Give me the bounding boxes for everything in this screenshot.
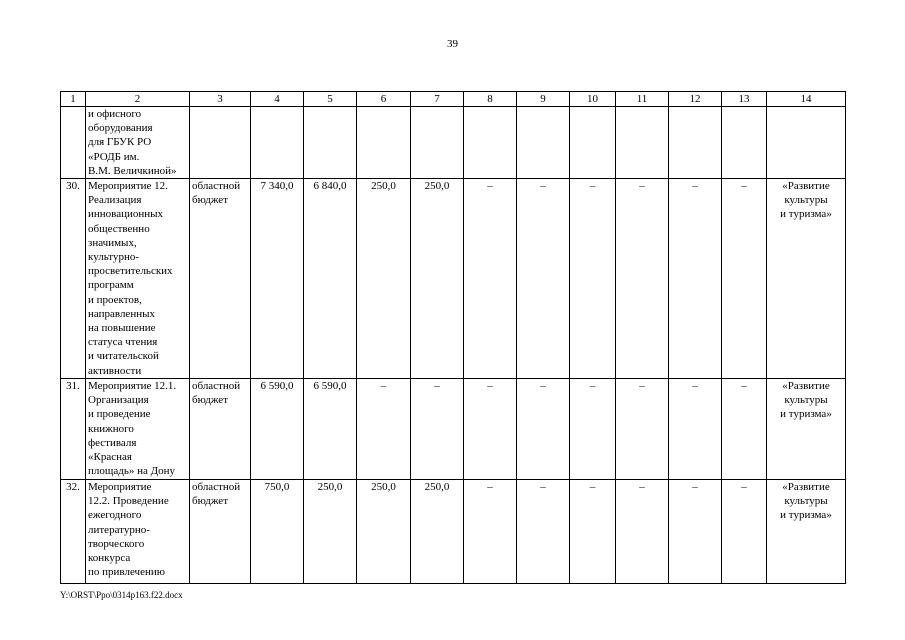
column-header: 9 <box>517 92 570 107</box>
column-header: 10 <box>570 92 616 107</box>
column-header: 4 <box>251 92 304 107</box>
row-number: 32. <box>61 480 86 584</box>
column-header: 5 <box>304 92 357 107</box>
value-cell <box>722 107 767 179</box>
funding-source: областной бюджет <box>190 179 251 379</box>
value-cell: – <box>722 480 767 584</box>
value-cell: 250,0 <box>411 480 464 584</box>
value-cell: 250,0 <box>304 480 357 584</box>
column-header: 6 <box>357 92 411 107</box>
column-header: 1 <box>61 92 86 107</box>
measure-name: Мероприятие 12. Реализация инновационных общественно значимых, культурно- просветительских программ и проектов, направленных на повышение статуса чтения и читательской активности <box>86 179 190 379</box>
value-cell: 750,0 <box>251 480 304 584</box>
value-cell <box>570 107 616 179</box>
value-cell: – <box>464 179 517 379</box>
column-header: 7 <box>411 92 464 107</box>
value-cell: – <box>570 179 616 379</box>
program-name: «Развитие культуры и туризма» <box>767 379 846 480</box>
page-number: 39 <box>447 38 458 50</box>
table-row <box>61 179 846 379</box>
value-cell: – <box>570 480 616 584</box>
column-header: 2 <box>86 92 190 107</box>
header-row <box>61 92 846 107</box>
value-cell <box>304 107 357 179</box>
program-name: «Развитие культуры и туризма» <box>767 179 846 379</box>
value-cell: – <box>517 179 570 379</box>
funding-source: областной бюджет <box>190 379 251 480</box>
value-cell: 250,0 <box>357 480 411 584</box>
funding-source: областной бюджет <box>190 480 251 584</box>
value-cell: – <box>464 379 517 480</box>
value-cell: – <box>722 179 767 379</box>
value-cell: 7 340,0 <box>251 179 304 379</box>
value-cell <box>669 107 722 179</box>
value-cell: – <box>517 480 570 584</box>
column-header: 8 <box>464 92 517 107</box>
value-cell: 6 590,0 <box>251 379 304 480</box>
column-header: 11 <box>616 92 669 107</box>
value-cell: 6 590,0 <box>304 379 357 480</box>
value-cell: 250,0 <box>357 179 411 379</box>
column-header: 3 <box>190 92 251 107</box>
value-cell: 250,0 <box>411 179 464 379</box>
row-number: 30. <box>61 179 86 379</box>
value-cell: – <box>570 379 616 480</box>
value-cell: – <box>464 480 517 584</box>
value-cell: – <box>722 379 767 480</box>
measure-name: и офисного оборудования для ГБУК РО «РОДБ им. В.М. Величкиной» <box>86 107 190 179</box>
value-cell <box>616 107 669 179</box>
column-header: 12 <box>669 92 722 107</box>
funding-source <box>190 107 251 179</box>
value-cell: – <box>669 379 722 480</box>
footer-file-path: Y:\ORST\Ppo\0314p163.f22.docx <box>60 590 183 600</box>
measure-name: Мероприятие 12.2. Проведение ежегодного литературно- творческого конкурса по привлечению <box>86 480 190 584</box>
value-cell <box>464 107 517 179</box>
program-name <box>767 107 846 179</box>
value-cell: – <box>669 480 722 584</box>
value-cell <box>517 107 570 179</box>
value-cell: – <box>357 379 411 480</box>
table-row <box>61 480 846 584</box>
column-header: 14 <box>767 92 846 107</box>
value-cell: – <box>616 379 669 480</box>
value-cell <box>251 107 304 179</box>
value-cell <box>357 107 411 179</box>
row-number <box>61 107 86 179</box>
measure-name: Мероприятие 12.1. Организация и проведение книжного фестиваля «Красная площадь» на Дону <box>86 379 190 480</box>
row-number: 31. <box>61 379 86 480</box>
table-row <box>61 379 846 480</box>
value-cell: – <box>517 379 570 480</box>
table-row <box>61 107 846 179</box>
program-name: «Развитие культуры и туризма» <box>767 480 846 584</box>
value-cell: 6 840,0 <box>304 179 357 379</box>
measures-table <box>60 91 846 584</box>
value-cell: – <box>616 480 669 584</box>
value-cell: – <box>411 379 464 480</box>
value-cell: – <box>616 179 669 379</box>
value-cell <box>411 107 464 179</box>
value-cell: – <box>669 179 722 379</box>
column-header: 13 <box>722 92 767 107</box>
